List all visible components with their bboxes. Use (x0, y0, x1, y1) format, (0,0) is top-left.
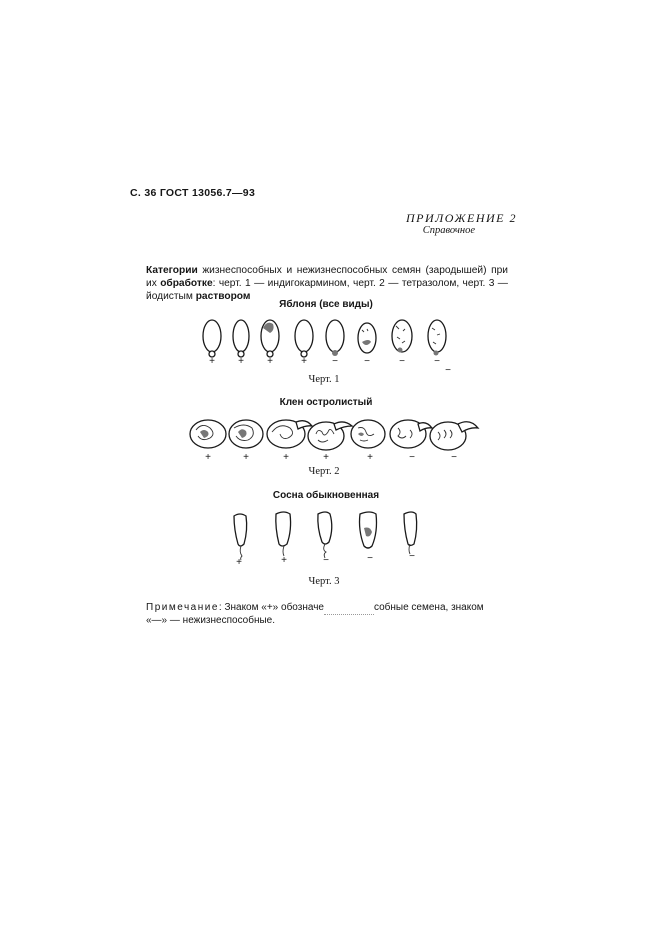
maple-sign-7: − (451, 452, 457, 463)
figure-caption-1: Черт. 1 (308, 374, 340, 385)
apple-sign-1: + (209, 356, 215, 367)
footnote-label: Примечание (146, 602, 219, 613)
appendix-subtitle: Справочное (422, 225, 475, 236)
maple-seed-1 (190, 420, 226, 448)
page-header: С. 36 ГОСТ 13056.7—93 (130, 187, 256, 199)
intro-text-a: жизнеспособных и нежизнеспособных семян (зародышей) при их (146, 265, 508, 289)
section-title-maple: Клен остролистый (279, 397, 373, 408)
apple-sign-3: + (267, 356, 273, 367)
footnote-text-b: собные семена, знаком (373, 602, 484, 613)
figure-caption-3: Черт. 3 (308, 576, 340, 587)
pine-seeds-figure (222, 508, 432, 562)
apple-seed-2 (233, 320, 249, 357)
intro-paragraph (146, 264, 508, 303)
pine-seed-5 (404, 512, 417, 554)
apple-sign-4: + (301, 356, 307, 367)
apple-sign-8: − (434, 356, 440, 367)
maple-seed-2 (229, 420, 263, 448)
apple-sign-7: − (399, 356, 405, 367)
appendix-title: ПРИЛОЖЕНИЕ 2 (406, 211, 517, 225)
apple-seed-3 (261, 320, 279, 357)
pine-sign-3: − (323, 555, 329, 566)
maple-seed-5 (351, 420, 385, 448)
apple-sign-5: − (332, 356, 338, 367)
maple-sign-2: + (243, 452, 249, 463)
apple-seed-4 (295, 320, 313, 357)
maple-seed-4 (308, 422, 352, 450)
footnote-text-a: : Знаком «+» обозначе (218, 602, 324, 613)
apple-sign-9: − (445, 365, 451, 376)
footnote (146, 602, 506, 627)
maple-sign-1: + (205, 452, 211, 463)
apple-seed-7 (392, 320, 412, 353)
apple-seed-5 (326, 320, 344, 356)
intro-bold-end: раствором (195, 291, 251, 302)
intro-text-b: : черт. 1 — индигокармином, черт. 2 — тетразолом, черт. 3 — йодистым (146, 278, 508, 302)
apple-sign-6: − (364, 356, 370, 367)
intro-bold-mid: обработке (160, 278, 213, 289)
section-title-apple: Яблоня (все виды) (279, 299, 373, 310)
footnote-faded-gap (324, 602, 374, 615)
maple-seed-6 (390, 420, 432, 448)
pine-sign-1: + (236, 557, 242, 568)
pine-sign-5: − (409, 551, 415, 562)
maple-seeds-figure (186, 414, 486, 456)
maple-sign-4: + (323, 452, 329, 463)
maple-sign-3: + (283, 452, 289, 463)
maple-sign-5: + (367, 452, 373, 463)
maple-seed-7 (430, 422, 478, 450)
maple-seed-3 (267, 420, 312, 448)
apple-seed-8 (428, 320, 446, 356)
intro-bold-start: Категории (146, 265, 198, 276)
apple-sign-2: + (238, 356, 244, 367)
pine-seed-2 (276, 512, 291, 556)
apple-seed-6 (358, 323, 376, 353)
figure-caption-2: Черт. 2 (308, 466, 340, 477)
apple-seed-1 (203, 320, 221, 357)
pine-sign-4: − (367, 553, 373, 564)
pine-sign-2: + (281, 555, 287, 566)
pine-seed-1 (234, 514, 247, 560)
section-title-pine: Сосна обыкновенная (272, 490, 380, 501)
pine-seed-3 (318, 512, 332, 558)
footnote-text-c: «—» — нежизнеспособные. (146, 615, 276, 626)
pine-seed-4 (360, 512, 377, 548)
maple-sign-6: − (409, 452, 415, 463)
